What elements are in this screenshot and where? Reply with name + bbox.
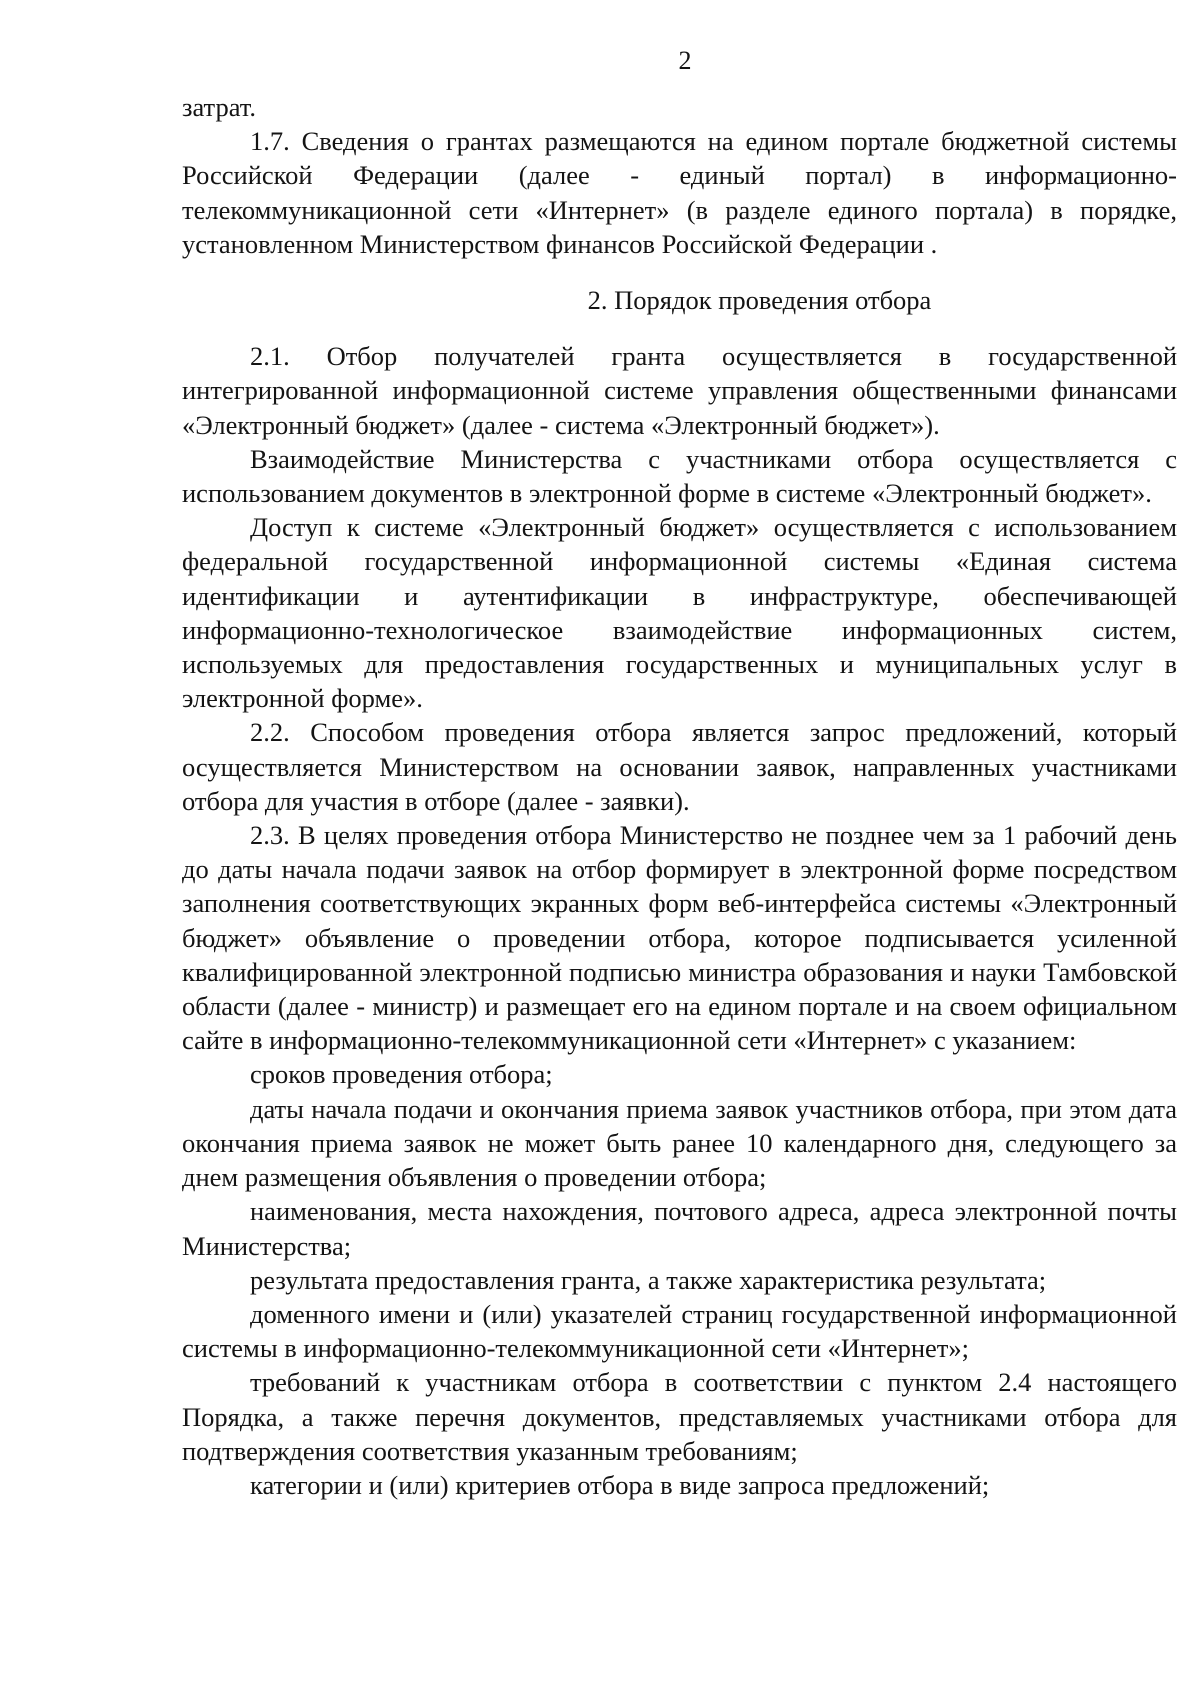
paragraph-2-2: 2.2. Способом проведения отбора является запрос предложений, который осуществляется Министерством на основании заявок, направленных участниками отбора для участия в отборе (далее - заявки). xyxy=(182,717,1177,816)
paragraph-access: Доступ к системе «Электронный бюджет» осуществляется с использованием федеральной государственной информационной системы «Единая система идентификации и аутентификации в инфраструктуре, обеспечивающей информационно-технологическое взаимодействие информационных систем, используемых для предоставления государственных и муниципальных услуг в электронной форме». xyxy=(182,512,1177,714)
list-item-deadlines: сроков проведения отбора; xyxy=(250,1059,553,1090)
list-item-dates: даты начала подачи и окончания приема заявок участников отбора, при этом дата окончания приема заявок не может быть ранее 10 календарного дня, следующего за днем размещения объявления о проведении отбора; xyxy=(182,1093,1177,1193)
paragraph-2-1: 2.1. Отбор получателей гранта осуществляется в государственной интегрированной информационной системе управления общественными финансами «Электронный бюджет» (далее - система «Электронный бюджет»). xyxy=(182,341,1177,440)
section-heading: 2. Порядок проведения отбора xyxy=(587,285,932,316)
list-item-domain: доменного имени и (или) указателей страниц государственной информационной системы в информационно-телекоммуникационной сети «Интернет»; xyxy=(182,1298,1177,1364)
list-item-requirements: требований к участникам отбора в соответствии с пунктом 2.4 настоящего Порядка, а также перечня документов, представляемых участниками отбора для подтверждения соответствия указанным требованиям; xyxy=(182,1367,1177,1466)
paragraph-2-3: 2.3. В целях проведения отбора Министерство не позднее чем за 1 рабочий день до даты начала подачи заявок на отбор формирует в электронной форме посредством заполнения соответствующих экранных форм веб-интерфейса системы «Электронный бюджет» объявление о проведении отбора, которое подписывается усиленной квалифицированной электронной подписью министра образования и науки Тамбовской области (далее - министр) и размещает его на едином портале и на своем официальном сайте в информационно-телекоммуникационной сети «Интернет» с указанием: xyxy=(182,820,1177,1056)
paragraph-continuation: затрат. xyxy=(182,92,256,122)
list-item-criteria: категории и (или) критериев отбора в виде запроса предложений; xyxy=(250,1469,990,1500)
page-number: 2 xyxy=(678,46,692,75)
paragraph-1-7: 1.7. Сведения о грантах размещаются на едином портале бюджетной системы Российской Федерации (далее - единый портал) в информационно-телекоммуникационной сети «Интернет» (в разделе единого портала) в порядке, установленном Министерством финансов Российской Федерации . xyxy=(182,126,1177,259)
list-item-contacts: наименования, места нахождения, почтового адреса, адреса электронной почты Министерства; xyxy=(182,1196,1177,1261)
document-body xyxy=(182,90,1177,1502)
list-item-result: результата предоставления гранта, а также характеристика результата; xyxy=(250,1264,1047,1295)
paragraph-interaction: Взаимодействие Министерства с участниками отбора осуществляется с использованием документов в электронной форме в системе «Электронный бюджет». xyxy=(182,443,1177,509)
